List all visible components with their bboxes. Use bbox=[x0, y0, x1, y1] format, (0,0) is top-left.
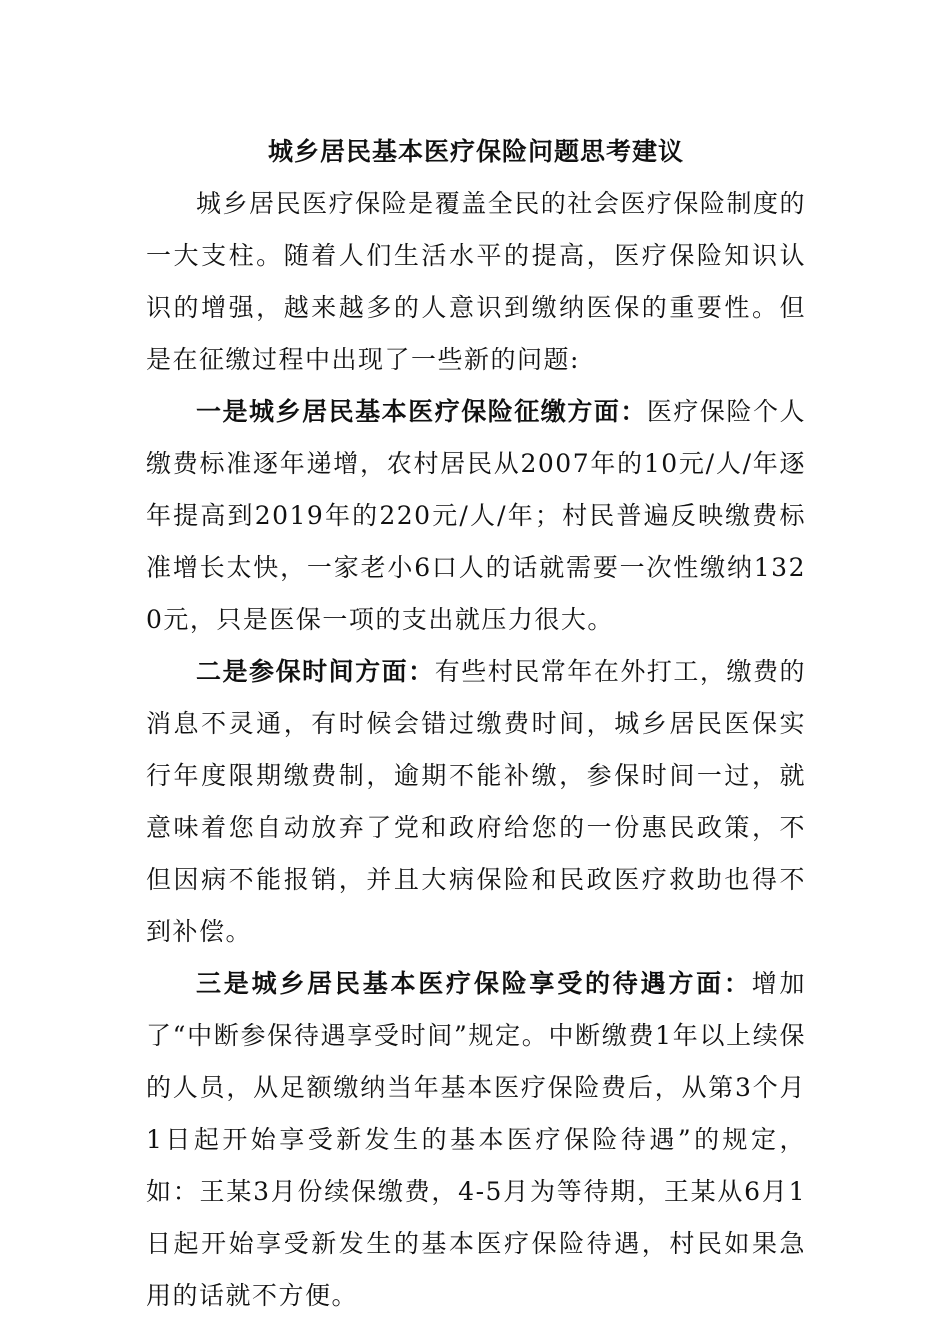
section-lead-3: 三是城乡居民基本医疗保险享受的待遇方面： bbox=[196, 969, 752, 998]
section-body-1: 医疗保险个人缴费标准逐年递增，农村居民从2007年的10元/人/年逐年提高到2019年的220元/人/年；村民普遍反映缴费标准增长太快，一家老小6口人的话就需要一次性缴纳1320元，只是医保一项的支出就压力很大。 bbox=[146, 397, 806, 634]
section-paragraph-2 bbox=[146, 646, 806, 958]
section-body-2: 有些村民常年在外打工，缴费的消息不灵通，有时候会错过缴费时间，城乡居民医保实行年度限期缴费制，逾期不能补缴，参保时间一过，就意味着您自动放弃了党和政府给您的一份惠民政策，不但因病不能报销，并且大病保险和民政医疗救助也得不到补偿。 bbox=[146, 657, 806, 946]
section-paragraph-3 bbox=[146, 958, 806, 1322]
section-lead-1: 一是城乡居民基本医疗保险征缴方面： bbox=[196, 397, 647, 426]
document-title: 城乡居民基本医疗保险问题思考建议 bbox=[267, 137, 684, 166]
section-paragraph-1 bbox=[146, 386, 806, 646]
document-page bbox=[146, 126, 806, 1322]
section-body-3: 增加了“中断参保待遇享受时间”规定。中断缴费1年以上续保的人员，从足额缴纳当年基本医疗保险费后，从第3个月1日起开始享受新发生的基本医疗保险待遇”的规定，如：王某3月份续保缴费，4-5月为等待期，王某从6月1日起开始享受新发生的基本医疗保险待遇，村民如果急用的话就不方便。 bbox=[146, 969, 806, 1310]
intro-paragraph: 城乡居民医疗保险是覆盖全民的社会医疗保险制度的一大支柱。随着人们生活水平的提高，医疗保险知识认识的增强，越来越多的人意识到缴纳医保的重要性。但是在征缴过程中出现了一些新的问题: bbox=[146, 189, 806, 374]
section-lead-2: 二是参保时间方面： bbox=[196, 657, 435, 686]
